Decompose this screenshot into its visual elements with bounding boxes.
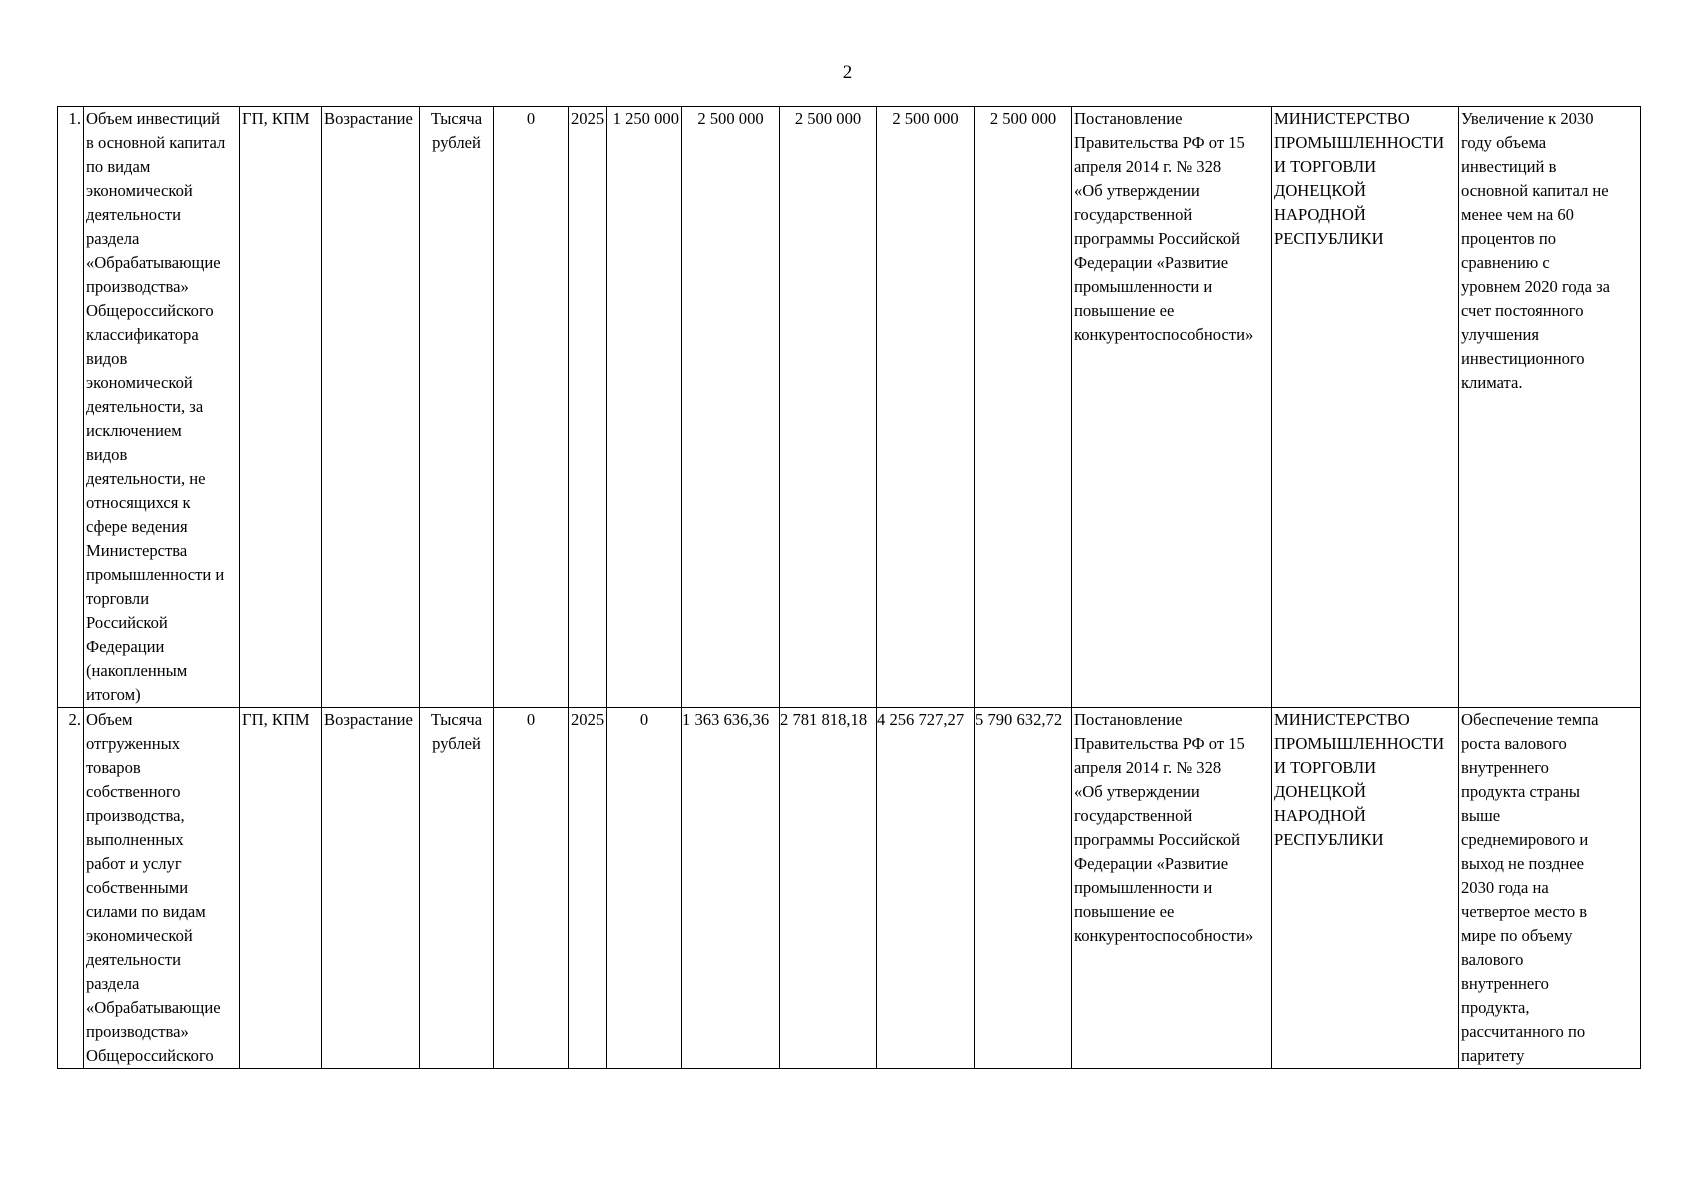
unit-of-measure: Тысяча рублей	[420, 708, 494, 1069]
page-number: 2	[842, 62, 853, 83]
national-goal: Обеспечение темпа роста валового внутреннего продукта страны выше среднемирового и выход не позднее 2030 года на четвертое место в мире по объему валового внутреннего продукта, рассчитанного по паритету	[1459, 708, 1641, 1069]
responsible-body: МИНИСТЕРСТВО ПРОМЫШЛЕННОСТИ И ТОРГОВЛИ ДОНЕЦКОЙ НАРОДНОЙ РЕСПУБЛИКИ	[1272, 708, 1459, 1069]
value-year-1: 1 250 000	[607, 107, 682, 708]
indicator-level: ГП, КПМ	[240, 107, 322, 708]
unit-of-measure: Тысяча рублей	[420, 107, 494, 708]
indicators-table	[57, 106, 1641, 1069]
base-value: 0	[494, 708, 569, 1069]
value-year-5: 5 790 632,72	[975, 708, 1072, 1069]
value-year-2: 2 500 000	[682, 107, 780, 708]
responsible-body: МИНИСТЕРСТВО ПРОМЫШЛЕННОСТИ И ТОРГОВЛИ ДОНЕЦКОЙ НАРОДНОЙ РЕСПУБЛИКИ	[1272, 107, 1459, 708]
value-year-3: 2 781 818,18	[780, 708, 877, 1069]
value-year-1: 0	[607, 708, 682, 1069]
base-year: 2025	[569, 107, 607, 708]
row-number: 2.	[58, 708, 84, 1069]
table-row	[58, 107, 1641, 708]
indicator-name: Объем инвестиций в основной капитал по видам экономической деятельности раздела «Обрабатывающие производства» Общероссийского классификатора видов экономической деятельности, за исключением видов деятельности, не относящихся к сфере ведения Министерства промышленности и торговли Российской Федерации (накопленным итогом)	[84, 107, 240, 708]
base-year: 2025	[569, 708, 607, 1069]
indicator-trend: Возрастание	[322, 107, 420, 708]
indicator-level: ГП, КПМ	[240, 708, 322, 1069]
base-value: 0	[494, 107, 569, 708]
value-year-5: 2 500 000	[975, 107, 1072, 708]
row-number: 1.	[58, 107, 84, 708]
source-document: Постановление Правительства РФ от 15 апреля 2014 г. № 328 «Об утверждении государственной программы Российской Федерации «Развитие промышленности и повышение ее конкурентоспособности»	[1072, 107, 1272, 708]
value-year-3: 2 500 000	[780, 107, 877, 708]
table-row	[58, 708, 1641, 1069]
value-year-2: 1 363 636,36	[682, 708, 780, 1069]
national-goal: Увеличение к 2030 году объема инвестиций в основной капитал не менее чем на 60 процентов по сравнению с уровнем 2020 года за счет постоянного улучшения инвестиционного климата.	[1459, 107, 1641, 708]
source-document: Постановление Правительства РФ от 15 апреля 2014 г. № 328 «Об утверждении государственной программы Российской Федерации «Развитие промышленности и повышение ее конкурентоспособности»	[1072, 708, 1272, 1069]
indicator-name: Объем отгруженных товаров собственного производства, выполненных работ и услуг собственными силами по видам экономической деятельности раздела «Обрабатывающие производства» Общероссийского	[84, 708, 240, 1069]
value-year-4: 4 256 727,27	[877, 708, 975, 1069]
value-year-4: 2 500 000	[877, 107, 975, 708]
indicator-trend: Возрастание	[322, 708, 420, 1069]
